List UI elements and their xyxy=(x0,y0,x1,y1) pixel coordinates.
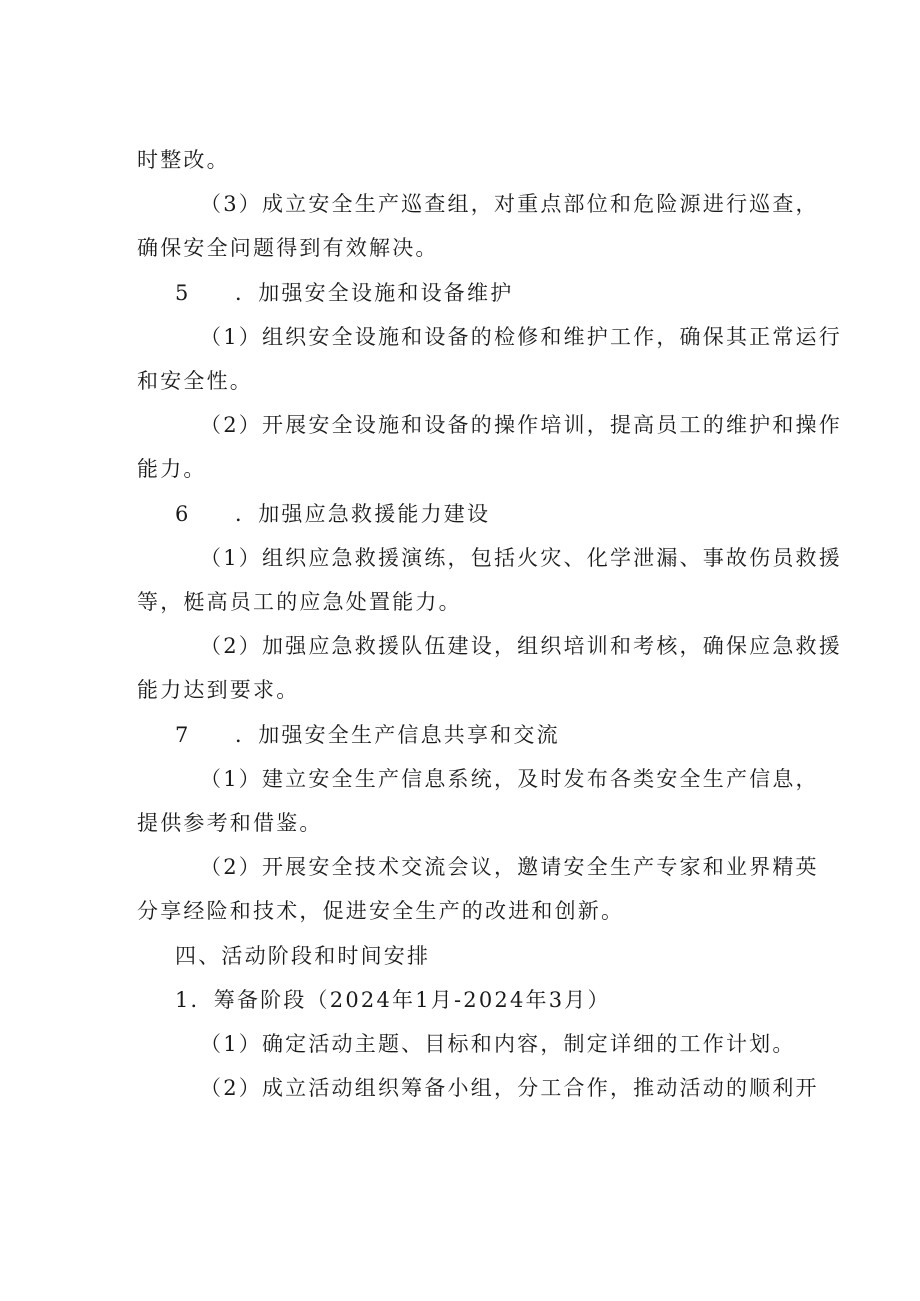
paragraph-line: （2）开展安全设施和设备的操作培训，提高员工的维护和操作 xyxy=(200,413,842,437)
heading-text: ．加强安全生产信息共享和交流 xyxy=(235,723,560,747)
paragraph-line: 能力。 xyxy=(137,457,207,481)
paragraph-line: （1）建立安全生产信息系统，及时发布各类安全生产信息， xyxy=(200,767,819,791)
heading-text: ．加强应急救援能力建设 xyxy=(235,502,491,526)
paragraph-line: （1）确定活动主题、目标和内容，制定详细的工作计划。 xyxy=(200,1032,796,1056)
heading-number: 7 xyxy=(175,723,191,747)
section-heading-6 xyxy=(175,499,490,529)
paragraph-line: （1）组织安全设施和设备的检修和维护工作，确保其正常运行 xyxy=(200,325,842,349)
paragraph-line: 能力达到要求。 xyxy=(137,678,300,702)
paragraph-line: （2）开展安全技术交流会议，邀请安全生产专家和业界精英 xyxy=(200,855,819,879)
paragraph-line: 确保安全问题得到有效解决。 xyxy=(137,236,439,260)
subsection-title: 1．筹备阶段（2024年1月-2024年3月） xyxy=(175,988,611,1012)
section-heading-5 xyxy=(175,278,513,308)
paragraph-line: 提供参考和借鉴。 xyxy=(137,811,323,835)
paragraph-line: 分享经险和技术，促进安全生产的改进和创新。 xyxy=(137,899,625,923)
paragraph-line: （2）成立活动组织筹备小组，分工合作，推动活动的顺利开 xyxy=(200,1076,819,1100)
heading-number: 5 xyxy=(175,281,191,305)
section-heading-7 xyxy=(175,720,560,750)
heading-number: 6 xyxy=(175,502,191,526)
paragraph-line: 等，梃高员工的应急处置能力。 xyxy=(137,590,462,614)
paragraph-line: （3）成立安全生产巡查组，对重点部位和危险源进行巡查， xyxy=(200,192,819,216)
heading-text: ．加强安全设施和设备维护 xyxy=(235,281,514,305)
paragraph-line: 时整改。 xyxy=(137,148,230,172)
paragraph-line: （1）组织应急救援演练，包括火灾、化学泄漏、事故伤员救援 xyxy=(200,546,842,570)
section-title: 四、活动阶段和时间安排 xyxy=(175,944,431,968)
paragraph-line: 和安全性。 xyxy=(137,369,253,393)
paragraph-line: （2）加强应急救援队伍建设，组织培训和考核，确保应急救援 xyxy=(200,634,842,658)
